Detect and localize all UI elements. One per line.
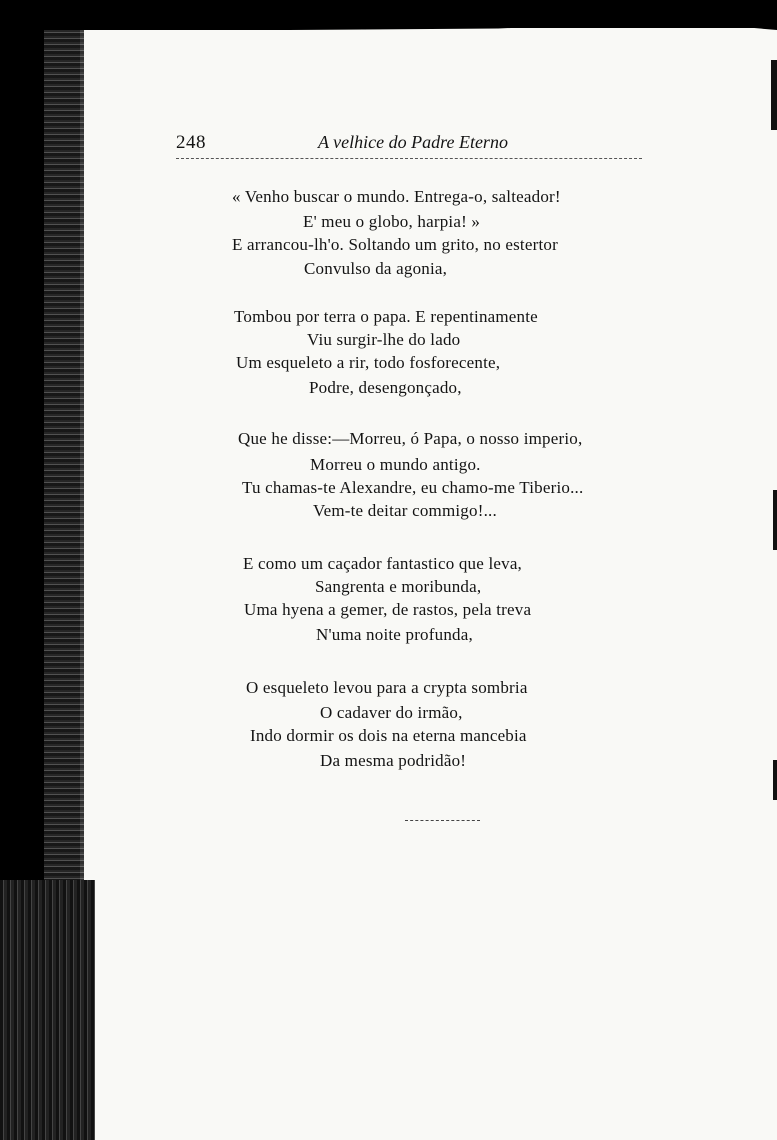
poem-line: Podre, desengonçado,: [309, 378, 462, 397]
poem-line: Sangrenta e moribunda,: [315, 577, 482, 596]
poem-line: E' meu o globo, harpia! »: [303, 212, 481, 231]
poem-line: O esqueleto levou para a crypta sombria: [246, 678, 528, 697]
poem-line: N'uma noite profunda,: [316, 625, 473, 644]
poem-line: Que he disse:—Morreu, ó Papa, o nosso imperio,: [238, 429, 583, 448]
poem-line: Tu chamas-te Alexandre, eu chamo-me Tiberio...: [242, 478, 584, 497]
poem-line: Indo dormir os dois na eterna mancebia: [250, 726, 527, 745]
poem-line: Viu surgir-lhe do lado: [307, 330, 461, 349]
poem-line: Tombou por terra o papa. E repentinamente: [234, 307, 538, 326]
running-title: A velhice do Padre Eterno: [318, 132, 508, 152]
poem-line: Um esqueleto a rir, todo fosforecente,: [236, 353, 501, 372]
poem-line: « Venho buscar o mundo. Entrega-o, salteador!: [232, 187, 561, 206]
scan-right-edge-mark: [771, 60, 777, 130]
poem-line: Convulso da agonia,: [304, 259, 448, 278]
poem-line: Uma hyena a gemer, de rastos, pela treva: [244, 600, 532, 619]
poem-line: O cadaver do irmão,: [320, 703, 463, 722]
poem-line: E como um caçador fantastico que leva,: [243, 554, 523, 573]
book-gutter-lower-shadow: [0, 880, 95, 1140]
poem-line: Da mesma podridão!: [320, 751, 467, 770]
page-number: 248: [176, 132, 206, 153]
scan-right-edge-mark: [773, 760, 777, 800]
scan-top-edge: [80, 0, 777, 30]
poem-line: Vem-te deitar commigo!...: [313, 501, 497, 520]
page-header: [176, 128, 642, 159]
poem-line: E arrancou-lh'o. Soltando um grito, no estertor: [232, 235, 558, 254]
end-rule: [405, 820, 480, 821]
scan-right-edge-mark: [773, 490, 777, 550]
poem-line: Morreu o mundo antigo.: [310, 455, 481, 474]
